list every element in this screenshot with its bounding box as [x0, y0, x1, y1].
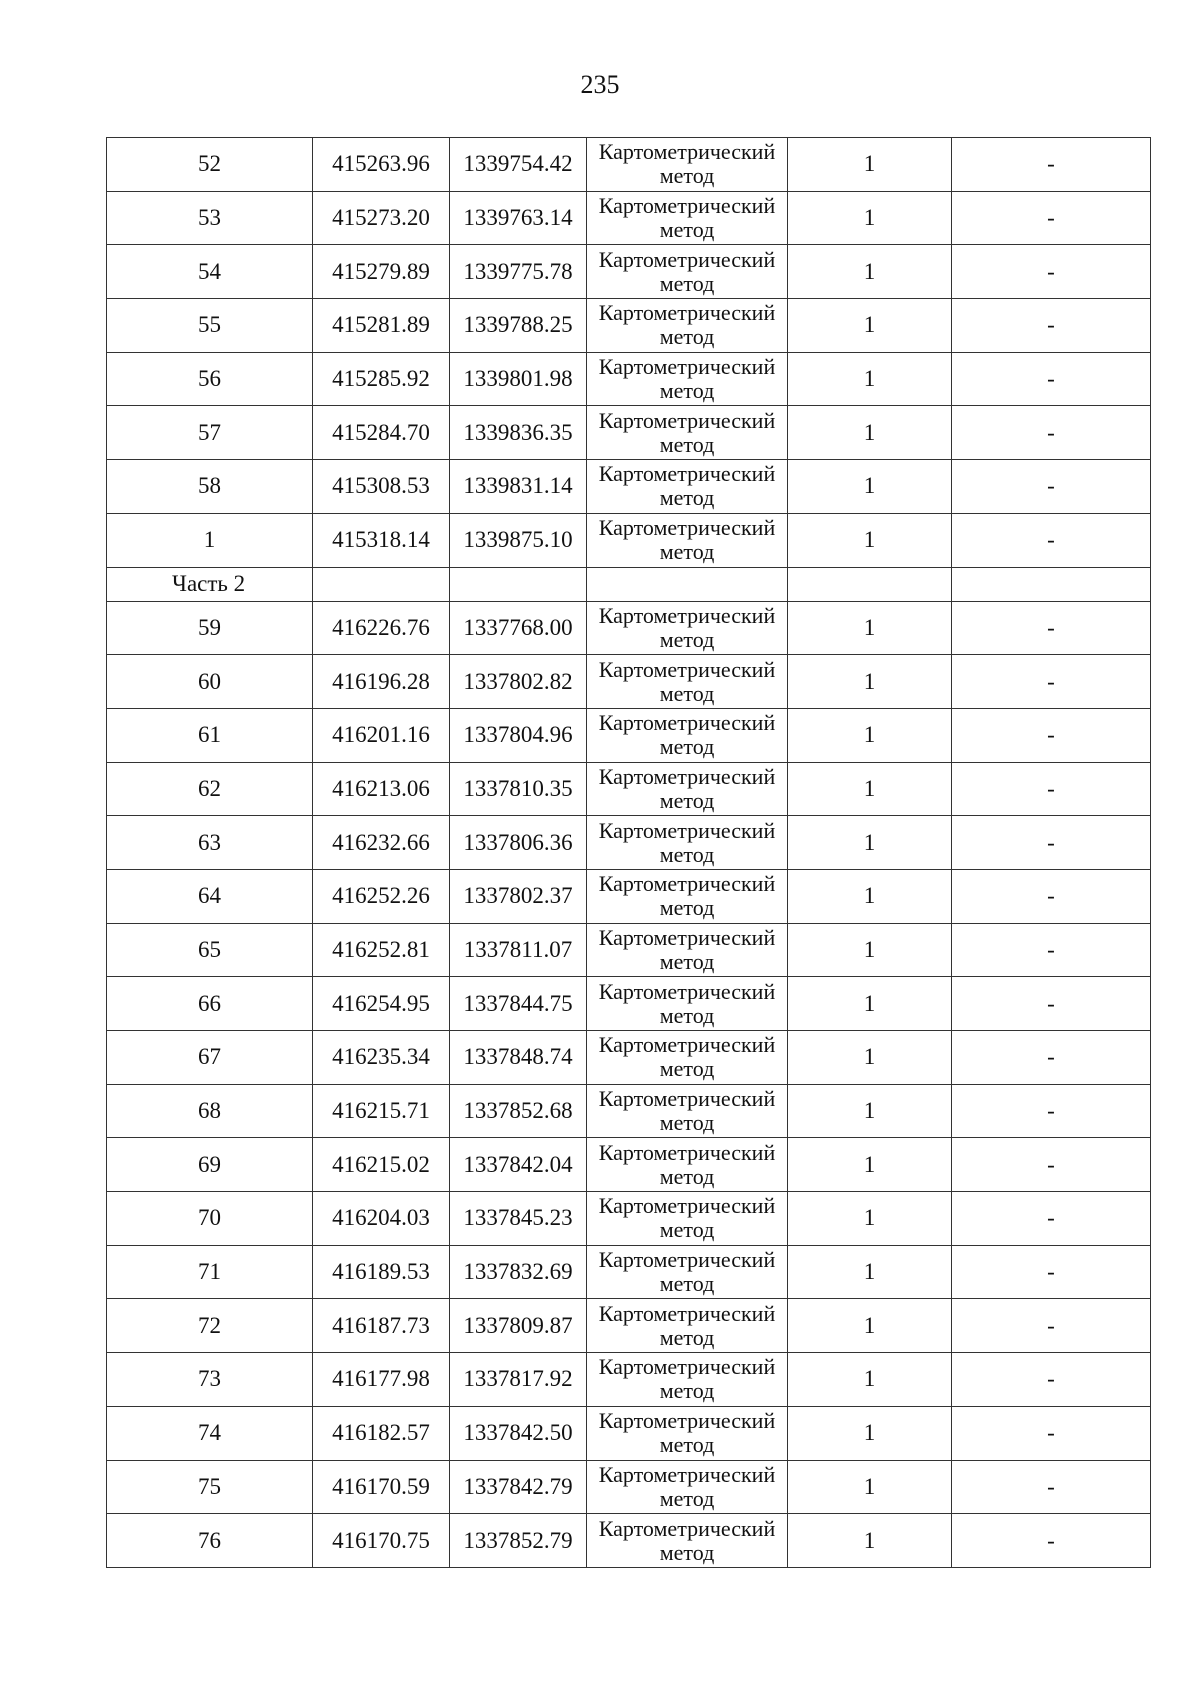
- method-line-1: Картометрический: [598, 602, 776, 628]
- accuracy-cell: 1: [788, 1406, 952, 1460]
- x-coordinate-cell: 416226.76: [313, 601, 450, 655]
- note-cell: -: [952, 601, 1151, 655]
- method-line-1: Картометрический: [598, 1139, 776, 1165]
- note-cell: -: [952, 816, 1151, 870]
- method-cell: [587, 601, 788, 655]
- accuracy-cell: 1: [788, 1192, 952, 1246]
- point-number-cell: 56: [107, 352, 313, 406]
- method-cell: [587, 1084, 788, 1138]
- y-coordinate-cell: 1337842.50: [450, 1406, 587, 1460]
- table-row: [107, 1084, 1151, 1138]
- table-row: [107, 762, 1151, 816]
- empty-cell: [450, 567, 587, 601]
- x-coordinate-cell: 416235.34: [313, 1031, 450, 1085]
- accuracy-cell: 1: [788, 1299, 952, 1353]
- accuracy-cell: 1: [788, 601, 952, 655]
- y-coordinate-cell: 1337802.37: [450, 869, 587, 923]
- coordinates-table: [106, 137, 1151, 1568]
- y-coordinate-cell: 1339875.10: [450, 513, 587, 567]
- method-line-2: метод: [659, 1324, 715, 1350]
- point-number-cell: 58: [107, 460, 313, 514]
- accuracy-cell: 1: [788, 406, 952, 460]
- y-coordinate-cell: 1339801.98: [450, 352, 587, 406]
- x-coordinate-cell: 415318.14: [313, 513, 450, 567]
- accuracy-cell: 1: [788, 708, 952, 762]
- y-coordinate-cell: 1337802.82: [450, 655, 587, 709]
- x-coordinate-cell: 416189.53: [313, 1245, 450, 1299]
- page-number: 235: [580, 70, 620, 99]
- method-line-2: метод: [659, 841, 715, 867]
- table-row: [107, 191, 1151, 245]
- method-line-1: Картометрический: [598, 246, 776, 272]
- accuracy-cell: 1: [788, 1138, 952, 1192]
- y-coordinate-cell: 1337852.68: [450, 1084, 587, 1138]
- x-coordinate-cell: 416201.16: [313, 708, 450, 762]
- method-line-2: метод: [659, 680, 715, 706]
- point-number-cell: 60: [107, 655, 313, 709]
- method-line-2: метод: [659, 324, 715, 350]
- table-row: [107, 1138, 1151, 1192]
- x-coordinate-cell: 415308.53: [313, 460, 450, 514]
- y-coordinate-cell: 1337810.35: [450, 762, 587, 816]
- method-line-1: Картометрический: [598, 871, 776, 897]
- x-coordinate-cell: 416170.59: [313, 1460, 450, 1514]
- table-row: [107, 406, 1151, 460]
- table-row: [107, 816, 1151, 870]
- point-number-cell: 55: [107, 299, 313, 353]
- point-number-cell: 1: [107, 513, 313, 567]
- method-line-1: Картометрический: [598, 763, 776, 789]
- method-line-1: Картометрический: [598, 1515, 776, 1541]
- table-row: [107, 1192, 1151, 1246]
- method-line-2: метод: [659, 787, 715, 813]
- y-coordinate-cell: 1339836.35: [450, 406, 587, 460]
- method-line-2: метод: [659, 1002, 715, 1028]
- table-row: [107, 1514, 1151, 1568]
- point-number-cell: 57: [107, 406, 313, 460]
- method-line-2: метод: [659, 1378, 715, 1404]
- method-line-2: метод: [659, 431, 715, 457]
- method-line-1: Картометрический: [598, 515, 776, 541]
- method-line-1: Картометрический: [598, 193, 776, 219]
- accuracy-cell: 1: [788, 1245, 952, 1299]
- point-number-cell: 65: [107, 923, 313, 977]
- method-line-2: метод: [659, 270, 715, 296]
- point-number-cell: 53: [107, 191, 313, 245]
- y-coordinate-cell: 1337848.74: [450, 1031, 587, 1085]
- accuracy-cell: 1: [788, 1514, 952, 1568]
- accuracy-cell: 1: [788, 1084, 952, 1138]
- point-number-cell: 61: [107, 708, 313, 762]
- method-line-2: метод: [659, 1163, 715, 1189]
- table-row: [107, 1460, 1151, 1514]
- y-coordinate-cell: 1337811.07: [450, 923, 587, 977]
- note-cell: -: [952, 1353, 1151, 1407]
- y-coordinate-cell: 1339831.14: [450, 460, 587, 514]
- note-cell: -: [952, 655, 1151, 709]
- method-cell: [587, 923, 788, 977]
- method-line-1: Картометрический: [598, 1247, 776, 1273]
- note-cell: -: [952, 923, 1151, 977]
- point-number-cell: 75: [107, 1460, 313, 1514]
- note-cell: -: [952, 1138, 1151, 1192]
- empty-cell: [952, 567, 1151, 601]
- note-cell: -: [952, 977, 1151, 1031]
- note-cell: -: [952, 460, 1151, 514]
- method-line-2: метод: [659, 485, 715, 511]
- note-cell: -: [952, 1514, 1151, 1568]
- y-coordinate-cell: 1337809.87: [450, 1299, 587, 1353]
- x-coordinate-cell: 416254.95: [313, 977, 450, 1031]
- method-cell: [587, 1299, 788, 1353]
- method-cell: [587, 708, 788, 762]
- table-row: [107, 923, 1151, 977]
- x-coordinate-cell: 415263.96: [313, 138, 450, 192]
- note-cell: -: [952, 1406, 1151, 1460]
- point-number-cell: 76: [107, 1514, 313, 1568]
- point-number-cell: 62: [107, 762, 313, 816]
- method-line-2: метод: [659, 1271, 715, 1297]
- x-coordinate-cell: 416232.66: [313, 816, 450, 870]
- point-number-cell: 67: [107, 1031, 313, 1085]
- x-coordinate-cell: 416252.26: [313, 869, 450, 923]
- method-line-1: Картометрический: [598, 710, 776, 736]
- method-line-1: Картометрический: [598, 924, 776, 950]
- note-cell: -: [952, 513, 1151, 567]
- table-row: [107, 460, 1151, 514]
- x-coordinate-cell: 416204.03: [313, 1192, 450, 1246]
- point-number-cell: 59: [107, 601, 313, 655]
- accuracy-cell: 1: [788, 245, 952, 299]
- method-cell: [587, 1192, 788, 1246]
- method-line-1: Картометрический: [598, 461, 776, 487]
- table-row: [107, 708, 1151, 762]
- accuracy-cell: 1: [788, 816, 952, 870]
- method-line-2: метод: [659, 1485, 715, 1511]
- point-number-cell: 66: [107, 977, 313, 1031]
- y-coordinate-cell: 1337804.96: [450, 708, 587, 762]
- y-coordinate-cell: 1337768.00: [450, 601, 587, 655]
- method-cell: [587, 1406, 788, 1460]
- method-line-2: метод: [659, 378, 715, 404]
- method-line-1: Картометрический: [598, 1300, 776, 1326]
- method-line-2: метод: [659, 1432, 715, 1458]
- y-coordinate-cell: 1337852.79: [450, 1514, 587, 1568]
- method-line-2: метод: [659, 1539, 715, 1565]
- y-coordinate-cell: 1337842.04: [450, 1138, 587, 1192]
- table-row: [107, 245, 1151, 299]
- point-number-cell: 74: [107, 1406, 313, 1460]
- accuracy-cell: 1: [788, 1353, 952, 1407]
- x-coordinate-cell: 415284.70: [313, 406, 450, 460]
- method-cell: [587, 1460, 788, 1514]
- method-line-2: метод: [659, 734, 715, 760]
- x-coordinate-cell: 416177.98: [313, 1353, 450, 1407]
- method-cell: [587, 191, 788, 245]
- point-number-cell: 52: [107, 138, 313, 192]
- method-line-1: Картометрический: [598, 817, 776, 843]
- method-line-2: метод: [659, 895, 715, 921]
- accuracy-cell: 1: [788, 869, 952, 923]
- note-cell: -: [952, 1031, 1151, 1085]
- note-cell: -: [952, 1460, 1151, 1514]
- x-coordinate-cell: 415273.20: [313, 191, 450, 245]
- x-coordinate-cell: 416213.06: [313, 762, 450, 816]
- y-coordinate-cell: 1337845.23: [450, 1192, 587, 1246]
- method-cell: [587, 460, 788, 514]
- point-number-cell: 71: [107, 1245, 313, 1299]
- method-line-1: Картометрический: [598, 1193, 776, 1219]
- x-coordinate-cell: 415285.92: [313, 352, 450, 406]
- method-cell: [587, 138, 788, 192]
- method-line-1: Картометрический: [598, 1408, 776, 1434]
- point-number-cell: 64: [107, 869, 313, 923]
- method-line-2: метод: [659, 1110, 715, 1136]
- table-row: [107, 513, 1151, 567]
- x-coordinate-cell: 416187.73: [313, 1299, 450, 1353]
- note-cell: -: [952, 1084, 1151, 1138]
- x-coordinate-cell: 416170.75: [313, 1514, 450, 1568]
- method-cell: [587, 513, 788, 567]
- note-cell: -: [952, 708, 1151, 762]
- y-coordinate-cell: 1337844.75: [450, 977, 587, 1031]
- method-line-1: Картометрический: [598, 354, 776, 380]
- y-coordinate-cell: 1339788.25: [450, 299, 587, 353]
- part-2-row: [107, 567, 1151, 601]
- note-cell: -: [952, 406, 1151, 460]
- method-cell: [587, 655, 788, 709]
- table-row: [107, 977, 1151, 1031]
- table-row: [107, 655, 1151, 709]
- empty-cell: [788, 567, 952, 601]
- accuracy-cell: 1: [788, 191, 952, 245]
- method-cell: [587, 1245, 788, 1299]
- x-coordinate-cell: 416196.28: [313, 655, 450, 709]
- method-line-2: метод: [659, 626, 715, 652]
- point-number-cell: 70: [107, 1192, 313, 1246]
- method-line-2: метод: [659, 948, 715, 974]
- method-line-1: Картометрический: [598, 656, 776, 682]
- point-number-cell: 72: [107, 1299, 313, 1353]
- part-label: Часть 2: [107, 567, 313, 601]
- point-number-cell: 73: [107, 1353, 313, 1407]
- method-line-1: Картометрический: [598, 139, 776, 165]
- accuracy-cell: 1: [788, 762, 952, 816]
- table-row: [107, 352, 1151, 406]
- empty-cell: [587, 567, 788, 601]
- accuracy-cell: 1: [788, 923, 952, 977]
- method-cell: [587, 1138, 788, 1192]
- method-line-1: Картометрический: [598, 1086, 776, 1112]
- method-cell: [587, 1353, 788, 1407]
- method-line-2: метод: [659, 163, 715, 189]
- method-cell: [587, 869, 788, 923]
- note-cell: -: [952, 245, 1151, 299]
- table-row: [107, 601, 1151, 655]
- accuracy-cell: 1: [788, 1460, 952, 1514]
- method-line-2: метод: [659, 1056, 715, 1082]
- table-row: [107, 1406, 1151, 1460]
- y-coordinate-cell: 1339754.42: [450, 138, 587, 192]
- point-number-cell: 54: [107, 245, 313, 299]
- x-coordinate-cell: 416215.71: [313, 1084, 450, 1138]
- y-coordinate-cell: 1337842.79: [450, 1460, 587, 1514]
- method-line-1: Картометрический: [598, 1032, 776, 1058]
- note-cell: -: [952, 1245, 1151, 1299]
- method-line-2: метод: [659, 539, 715, 565]
- accuracy-cell: 1: [788, 299, 952, 353]
- table-row: [107, 1299, 1151, 1353]
- method-cell: [587, 245, 788, 299]
- y-coordinate-cell: 1337817.92: [450, 1353, 587, 1407]
- point-number-cell: 63: [107, 816, 313, 870]
- note-cell: -: [952, 1299, 1151, 1353]
- coordinates-table-body: [107, 138, 1151, 1568]
- accuracy-cell: 1: [788, 977, 952, 1031]
- method-cell: [587, 816, 788, 870]
- point-number-cell: 69: [107, 1138, 313, 1192]
- x-coordinate-cell: 416215.02: [313, 1138, 450, 1192]
- method-cell: [587, 299, 788, 353]
- accuracy-cell: 1: [788, 352, 952, 406]
- y-coordinate-cell: 1337832.69: [450, 1245, 587, 1299]
- method-cell: [587, 352, 788, 406]
- method-line-1: Картометрический: [598, 300, 776, 326]
- x-coordinate-cell: 416252.81: [313, 923, 450, 977]
- x-coordinate-cell: 415281.89: [313, 299, 450, 353]
- table-row: [107, 1031, 1151, 1085]
- note-cell: -: [952, 299, 1151, 353]
- table-row: [107, 1245, 1151, 1299]
- method-line-1: Картометрический: [598, 1354, 776, 1380]
- table-row: [107, 1353, 1151, 1407]
- accuracy-cell: 1: [788, 1031, 952, 1085]
- empty-cell: [313, 567, 450, 601]
- accuracy-cell: 1: [788, 513, 952, 567]
- note-cell: -: [952, 762, 1151, 816]
- table-row: [107, 138, 1151, 192]
- y-coordinate-cell: 1337806.36: [450, 816, 587, 870]
- method-cell: [587, 1031, 788, 1085]
- accuracy-cell: 1: [788, 138, 952, 192]
- method-line-1: Картометрический: [598, 1461, 776, 1487]
- note-cell: -: [952, 138, 1151, 192]
- note-cell: -: [952, 191, 1151, 245]
- y-coordinate-cell: 1339763.14: [450, 191, 587, 245]
- method-cell: [587, 406, 788, 460]
- method-line-1: Картометрический: [598, 978, 776, 1004]
- x-coordinate-cell: 415279.89: [313, 245, 450, 299]
- y-coordinate-cell: 1339775.78: [450, 245, 587, 299]
- note-cell: -: [952, 1192, 1151, 1246]
- method-line-2: метод: [659, 217, 715, 243]
- table-row: [107, 869, 1151, 923]
- method-cell: [587, 977, 788, 1031]
- method-cell: [587, 1514, 788, 1568]
- method-cell: [587, 762, 788, 816]
- point-number-cell: 68: [107, 1084, 313, 1138]
- accuracy-cell: 1: [788, 655, 952, 709]
- x-coordinate-cell: 416182.57: [313, 1406, 450, 1460]
- method-line-2: метод: [659, 1217, 715, 1243]
- table-row: [107, 299, 1151, 353]
- note-cell: -: [952, 352, 1151, 406]
- accuracy-cell: 1: [788, 460, 952, 514]
- note-cell: -: [952, 869, 1151, 923]
- method-line-1: Картометрический: [598, 407, 776, 433]
